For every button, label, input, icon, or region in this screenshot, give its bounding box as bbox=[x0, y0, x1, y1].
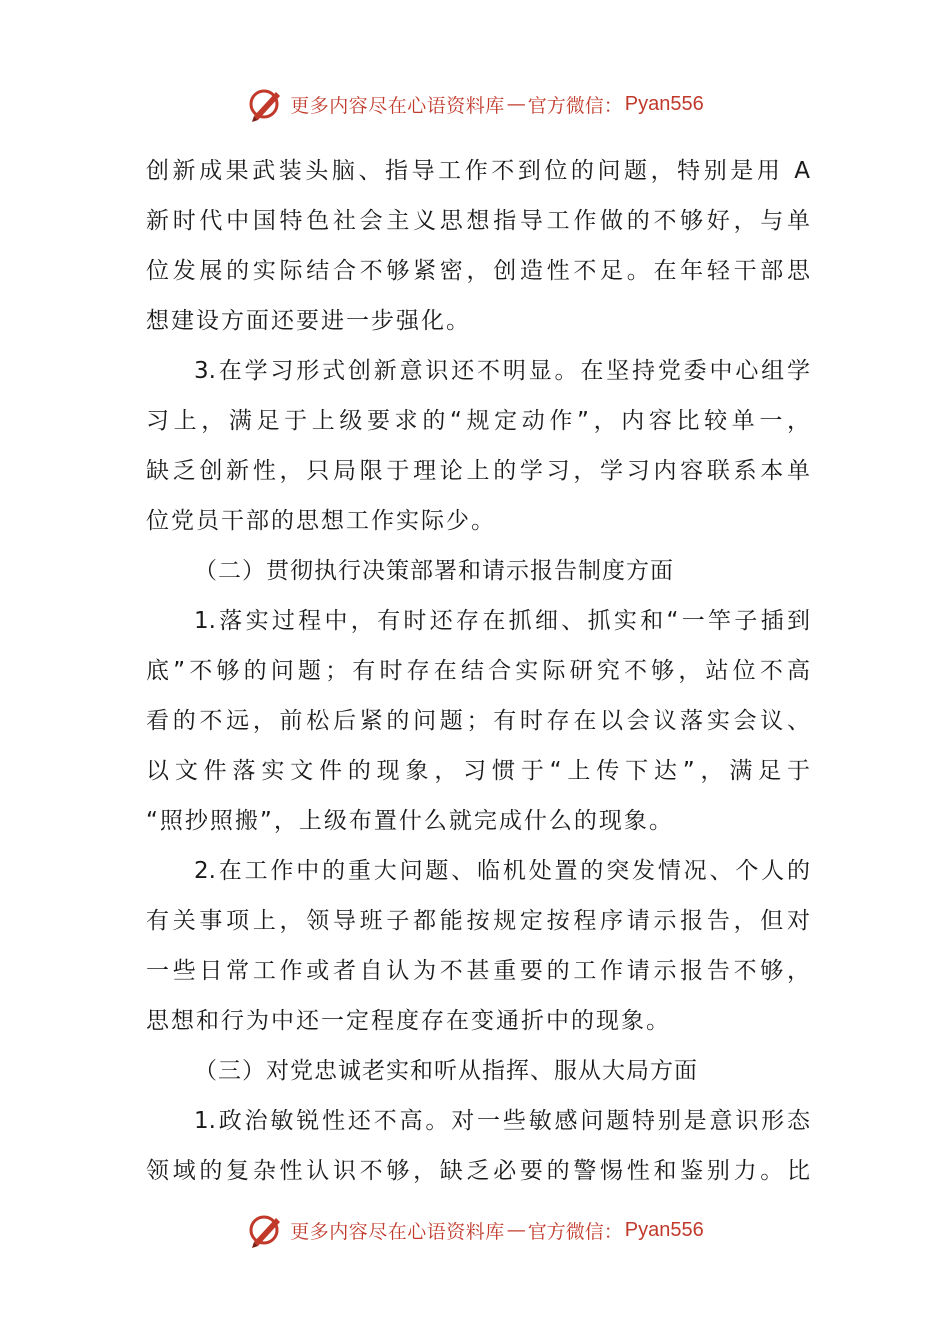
pen-logo-icon bbox=[246, 84, 286, 124]
text-line: 思想和行为中还一定程度存在变通折中的现象。 bbox=[146, 1008, 671, 1034]
text-line: 1.落实过程中，有时还存在抓细、抓实和“一竿子插到 bbox=[194, 608, 810, 634]
text-line: “照抄照搬”，上级布置什么就完成什么的现象。 bbox=[146, 808, 674, 834]
banner-dash: — bbox=[506, 93, 526, 115]
banner-wechat-label: 官方微信： bbox=[527, 1220, 623, 1243]
text-line: 有关事项上，领导班子都能按规定按程序请示报告，但对 bbox=[146, 908, 810, 934]
banner-wechat-label: 官方微信： bbox=[527, 94, 623, 117]
section-heading: （二）贯彻执行决策部署和请示报告制度方面 bbox=[194, 558, 674, 584]
banner-dash: — bbox=[506, 1219, 526, 1241]
banner-text: 更多内容尽在心语资料库 bbox=[290, 1220, 505, 1243]
text-line: 位发展的实际结合不够紧密，创造性不足。在年轻干部思 bbox=[146, 258, 810, 284]
header-watermark-banner bbox=[0, 84, 950, 124]
text-line: 创新成果武装头脑、指导工作不到位的问题，特别是用 A bbox=[146, 158, 810, 184]
text-line: 缺乏创新性，只局限于理论上的学习，学习内容联系本单 bbox=[146, 458, 810, 484]
text-line: 位党员干部的思想工作实际少。 bbox=[146, 508, 496, 534]
text-line: 2.在工作中的重大问题、临机处置的突发情况、个人的 bbox=[194, 858, 810, 884]
text-line: 习上，满足于上级要求的“规定动作”，内容比较单一， bbox=[146, 408, 810, 434]
text-line: 1.政治敏锐性还不高。对一些敏感问题特别是意识形态 bbox=[194, 1108, 810, 1134]
text-line: 领域的复杂性认识不够，缺乏必要的警惕性和鉴别力。比 bbox=[146, 1158, 810, 1184]
banner-wechat-id: Pyan556 bbox=[624, 92, 704, 115]
text-line: 以文件落实文件的现象，习惯于“上传下达”，满足于 bbox=[146, 758, 810, 784]
text-line: 看的不远，前松后紧的问题；有时存在以会议落实会议、 bbox=[146, 708, 810, 734]
pen-logo-icon bbox=[246, 1210, 286, 1250]
text-line: 3.在学习形式创新意识还不明显。在坚持党委中心组学 bbox=[194, 358, 810, 384]
section-heading: （三）对党忠诚老实和听从指挥、服从大局方面 bbox=[194, 1058, 698, 1084]
text-line: 一些日常工作或者自认为不甚重要的工作请示报告不够， bbox=[146, 958, 810, 984]
banner-wechat-id: Pyan556 bbox=[624, 1218, 704, 1241]
text-line: 底”不够的问题；有时存在结合实际研究不够，站位不高 bbox=[146, 658, 810, 684]
text-line: 想建设方面还要进一步强化。 bbox=[146, 308, 471, 334]
footer-watermark-banner bbox=[0, 1210, 950, 1250]
document-body bbox=[146, 146, 810, 1196]
banner-text: 更多内容尽在心语资料库 bbox=[290, 94, 505, 117]
text-line: 新时代中国特色社会主义思想指导工作做的不够好，与单 bbox=[146, 208, 810, 234]
